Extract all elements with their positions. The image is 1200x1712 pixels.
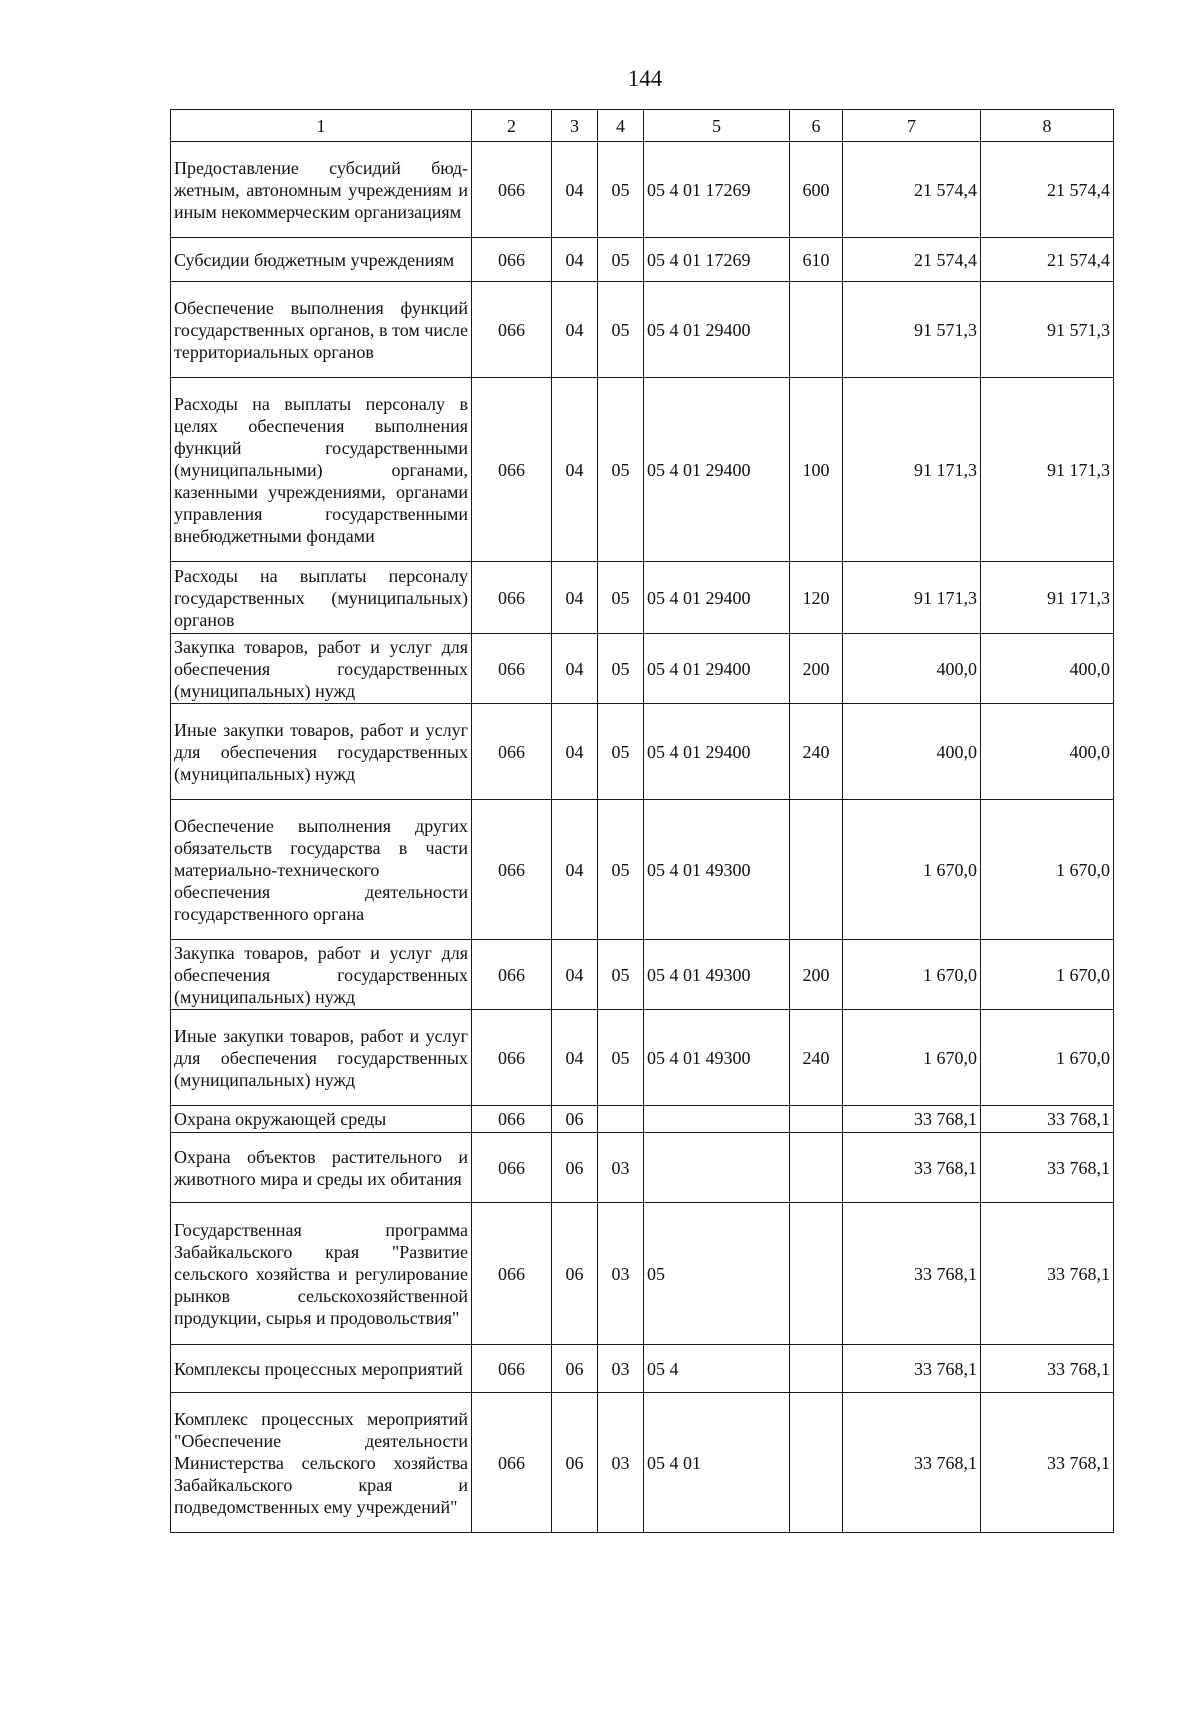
amount-year-2: 400,0 — [981, 704, 1114, 800]
section-code: 04 — [552, 634, 598, 704]
column-header: 3 — [552, 110, 598, 142]
ministry-code: 066 — [472, 1010, 552, 1106]
section-code: 04 — [552, 704, 598, 800]
ministry-code: 066 — [472, 282, 552, 378]
row-description: Иные закупки товаров, работ и услуг для обеспечения государственных (муниципальных) нужд — [171, 1010, 472, 1106]
row-description: Закупка товаров, работ и услуг для обеспечения государственных (муниципальных) нужд — [171, 940, 472, 1010]
amount-year-1: 1 670,0 — [843, 800, 981, 940]
ministry-code: 066 — [472, 378, 552, 562]
expense-type-code: 240 — [790, 704, 843, 800]
subsection-code: 03 — [598, 1133, 644, 1203]
column-header: 4 — [598, 110, 644, 142]
page-number: 144 — [627, 66, 663, 91]
amount-year-2: 1 670,0 — [981, 800, 1114, 940]
target-article-code: 05 4 01 17269 — [644, 142, 790, 238]
amount-year-2: 33 768,1 — [981, 1106, 1114, 1133]
expense-type-code — [790, 1393, 843, 1533]
column-header: 5 — [644, 110, 790, 142]
subsection-code: 03 — [598, 1345, 644, 1393]
section-code: 04 — [552, 562, 598, 634]
row-description: Обеспечение выполнения других обязательств государства в части материально-технического обеспечения деятельности государственного органа — [171, 800, 472, 940]
amount-year-1: 33 768,1 — [843, 1106, 981, 1133]
section-code: 06 — [552, 1345, 598, 1393]
expense-type-code — [790, 1133, 843, 1203]
table-row — [171, 1203, 1114, 1345]
section-code: 04 — [552, 378, 598, 562]
amount-year-2: 91 171,3 — [981, 562, 1114, 634]
amount-year-1: 33 768,1 — [843, 1393, 981, 1533]
amount-year-1: 33 768,1 — [843, 1133, 981, 1203]
amount-year-2: 21 574,4 — [981, 142, 1114, 238]
ministry-code: 066 — [472, 1393, 552, 1533]
row-description: Расходы на выплаты персоналу государственных (муниципальных) органов — [171, 562, 472, 634]
expense-type-code: 600 — [790, 142, 843, 238]
amount-year-1: 400,0 — [843, 634, 981, 704]
amount-year-2: 33 768,1 — [981, 1133, 1114, 1203]
table-row — [171, 238, 1114, 282]
ministry-code: 066 — [472, 562, 552, 634]
expense-type-code: 610 — [790, 238, 843, 282]
subsection-code: 05 — [598, 282, 644, 378]
expense-type-code: 240 — [790, 1010, 843, 1106]
column-header: 8 — [981, 110, 1114, 142]
amount-year-1: 1 670,0 — [843, 1010, 981, 1106]
row-description: Комплекс процессных мероприятий "Обеспечение деятельности Министерства сельского хозяйства Забайкальского края и подведомственных ему учреждений" — [171, 1393, 472, 1533]
amount-year-2: 1 670,0 — [981, 1010, 1114, 1106]
column-header: 6 — [790, 110, 843, 142]
row-description: Охрана окружающей среды — [171, 1106, 472, 1133]
subsection-code: 05 — [598, 940, 644, 1010]
subsection-code: 03 — [598, 1203, 644, 1345]
expense-type-code: 120 — [790, 562, 843, 634]
ministry-code: 066 — [472, 800, 552, 940]
table-row — [171, 634, 1114, 704]
row-description: Охрана объектов растительного и животного мира и среды их обитания — [171, 1133, 472, 1203]
amount-year-2: 33 768,1 — [981, 1345, 1114, 1393]
target-article-code: 05 4 01 17269 — [644, 238, 790, 282]
header-row — [171, 110, 1114, 142]
row-description: Обеспечение выполнения функций государственных органов, в том числе территориальных органов — [171, 282, 472, 378]
target-article-code: 05 4 — [644, 1345, 790, 1393]
ministry-code: 066 — [472, 238, 552, 282]
budget-table — [170, 109, 1114, 1533]
row-description: Субсидии бюджетным учреждениям — [171, 238, 472, 282]
target-article-code: 05 4 01 49300 — [644, 1010, 790, 1106]
table-row — [171, 940, 1114, 1010]
ministry-code: 066 — [472, 1203, 552, 1345]
table-row — [171, 704, 1114, 800]
target-article-code: 05 4 01 29400 — [644, 704, 790, 800]
amount-year-2: 21 574,4 — [981, 238, 1114, 282]
section-code: 04 — [552, 1010, 598, 1106]
subsection-code: 05 — [598, 142, 644, 238]
subsection-code — [598, 1106, 644, 1133]
row-description: Расходы на выплаты персоналу в целях обеспечения выполнения функций государственными (муниципальными) органами, казенными учреждениями, органами управления государственными внебюджетными фондами — [171, 378, 472, 562]
subsection-code: 05 — [598, 1010, 644, 1106]
row-description: Иные закупки товаров, работ и услуг для обеспечения государственных (муниципальных) нужд — [171, 704, 472, 800]
amount-year-1: 1 670,0 — [843, 940, 981, 1010]
table-body — [171, 142, 1114, 1533]
table-row — [171, 282, 1114, 378]
amount-year-1: 21 574,4 — [843, 142, 981, 238]
amount-year-2: 33 768,1 — [981, 1203, 1114, 1345]
section-code: 06 — [552, 1393, 598, 1533]
table-row — [171, 562, 1114, 634]
table-row — [171, 1393, 1114, 1533]
amount-year-1: 91 171,3 — [843, 562, 981, 634]
target-article-code: 05 4 01 — [644, 1393, 790, 1533]
expense-type-code: 100 — [790, 378, 843, 562]
amount-year-2: 33 768,1 — [981, 1393, 1114, 1533]
subsection-code: 05 — [598, 562, 644, 634]
table-row — [171, 1345, 1114, 1393]
table-row — [171, 1010, 1114, 1106]
ministry-code: 066 — [472, 1133, 552, 1203]
amount-year-1: 91 571,3 — [843, 282, 981, 378]
row-description: Закупка товаров, работ и услуг для обеспечения государственных (муниципальных) нужд — [171, 634, 472, 704]
ministry-code: 066 — [472, 1345, 552, 1393]
section-code: 06 — [552, 1203, 598, 1345]
section-code: 04 — [552, 940, 598, 1010]
section-code: 04 — [552, 238, 598, 282]
amount-year-2: 400,0 — [981, 634, 1114, 704]
target-article-code: 05 4 01 29400 — [644, 378, 790, 562]
section-code: 04 — [552, 800, 598, 940]
row-description: Государственная программа Забайкальского края "Развитие сельского хозяйства и регулирование рынков сельскохозяйственной продукции, сырья и продовольствия" — [171, 1203, 472, 1345]
subsection-code: 05 — [598, 378, 644, 562]
amount-year-1: 21 574,4 — [843, 238, 981, 282]
row-description: Комплексы процессных мероприятий — [171, 1345, 472, 1393]
subsection-code: 05 — [598, 704, 644, 800]
section-code: 06 — [552, 1133, 598, 1203]
target-article-code: 05 4 01 29400 — [644, 282, 790, 378]
table-row — [171, 378, 1114, 562]
expense-type-code — [790, 1345, 843, 1393]
column-header: 2 — [472, 110, 552, 142]
subsection-code: 05 — [598, 800, 644, 940]
amount-year-2: 1 670,0 — [981, 940, 1114, 1010]
amount-year-2: 91 571,3 — [981, 282, 1114, 378]
target-article-code: 05 4 01 49300 — [644, 940, 790, 1010]
section-code: 04 — [552, 142, 598, 238]
target-article-code: 05 4 01 49300 — [644, 800, 790, 940]
column-header: 7 — [843, 110, 981, 142]
subsection-code: 05 — [598, 238, 644, 282]
target-article-code — [644, 1106, 790, 1133]
expense-type-code: 200 — [790, 940, 843, 1010]
ministry-code: 066 — [472, 634, 552, 704]
expense-type-code: 200 — [790, 634, 843, 704]
expense-type-code — [790, 1106, 843, 1133]
amount-year-1: 33 768,1 — [843, 1203, 981, 1345]
expense-type-code — [790, 282, 843, 378]
ministry-code: 066 — [472, 142, 552, 238]
amount-year-1: 91 171,3 — [843, 378, 981, 562]
amount-year-2: 91 171,3 — [981, 378, 1114, 562]
table-row — [171, 142, 1114, 238]
ministry-code: 066 — [472, 704, 552, 800]
expense-type-code — [790, 800, 843, 940]
table-row — [171, 1133, 1114, 1203]
table-row — [171, 1106, 1114, 1133]
target-article-code — [644, 1133, 790, 1203]
row-description: Предоставление субсидий бюджетным, автономным учреждениям и иным некоммерческим организациям — [171, 142, 472, 238]
ministry-code: 066 — [472, 1106, 552, 1133]
subsection-code: 05 — [598, 634, 644, 704]
target-article-code: 05 4 01 29400 — [644, 634, 790, 704]
amount-year-1: 400,0 — [843, 704, 981, 800]
expense-type-code — [790, 1203, 843, 1345]
amount-year-1: 33 768,1 — [843, 1345, 981, 1393]
column-header: 1 — [171, 110, 472, 142]
subsection-code: 03 — [598, 1393, 644, 1533]
table-row — [171, 800, 1114, 940]
target-article-code: 05 — [644, 1203, 790, 1345]
target-article-code: 05 4 01 29400 — [644, 562, 790, 634]
ministry-code: 066 — [472, 940, 552, 1010]
section-code: 06 — [552, 1106, 598, 1133]
section-code: 04 — [552, 282, 598, 378]
